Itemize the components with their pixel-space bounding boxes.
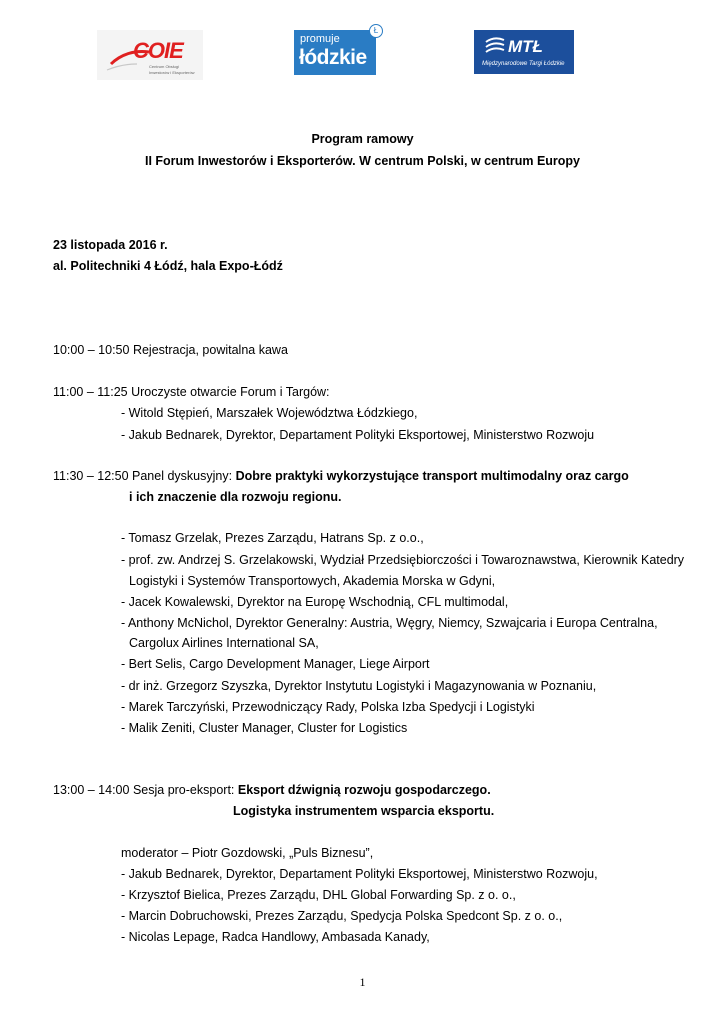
agenda-text: Rejestracja, powitalna kawa bbox=[132, 343, 288, 357]
list-item: - Marek Tarczyński, Przewodniczący Rady, Polska Izba Spedycji i Logistyki bbox=[121, 700, 535, 714]
agenda-label: Sesja pro-eksport: bbox=[132, 783, 235, 797]
agenda-topic-continued: Logistyka instrumentem wsparcia eksportu. bbox=[233, 804, 495, 818]
lodzkie-badge-text: Ł bbox=[373, 26, 379, 35]
page-title: Program ramowy bbox=[311, 132, 414, 146]
list-item: moderator – Piotr Gozdowski, „Puls Biznesu”, bbox=[121, 846, 374, 860]
agenda-text: Uroczyste otwarcie Forum i Targów: bbox=[131, 385, 330, 399]
list-item: - prof. zw. Andrzej S. Grzelakowski, Wydział Przedsiębiorczości i Towaroznawstwa, Kierownik Katedry bbox=[121, 553, 685, 567]
list-item: - dr inż. Grzegorz Szyszka, Dyrektor Instytutu Logistyki i Magazynowania w Poznaniu, bbox=[121, 679, 597, 693]
agenda-time: 13:00 – 14:00 bbox=[53, 783, 130, 797]
agenda-topic: Eksport dźwignią rozwoju gospodarczego. bbox=[237, 783, 491, 797]
agenda-item-session bbox=[53, 783, 491, 797]
list-item: - Marcin Dobruchowski, Prezes Zarządu, Spedycja Polska Spedcont Sp. z o. o., bbox=[121, 909, 563, 923]
agenda-item-panel bbox=[53, 469, 629, 483]
coie-logo-text: COIE bbox=[133, 38, 183, 63]
agenda-item-registration bbox=[53, 343, 288, 357]
list-item: - Malik Zeniti, Cluster Manager, Cluster for Logistics bbox=[121, 721, 408, 735]
list-item-continued: Logistyki i Systemów Transportowych, Akademia Morska w Gdyni, bbox=[129, 574, 496, 588]
agenda-time: 11:00 – 11:25 bbox=[53, 385, 128, 399]
mtl-logo-text: MTŁ bbox=[508, 37, 543, 56]
list-item: - Nicolas Lepage, Radca Handlowy, Ambasada Kanady, bbox=[121, 930, 430, 944]
coie-subtitle-2: Inwestorów i Eksporterów bbox=[149, 70, 195, 75]
mtl-logo-subtitle: Międzynarodowe Targi Łódzkie bbox=[482, 61, 565, 67]
lodzkie-logo bbox=[294, 30, 376, 75]
event-date: 23 listopada 2016 r. bbox=[53, 238, 168, 252]
agenda-topic: Dobre praktyki wykorzystujące transport multimodalny oraz cargo bbox=[235, 469, 629, 483]
page-number: 1 bbox=[359, 975, 366, 989]
agenda-label: Panel dyskusyjny: bbox=[132, 469, 233, 483]
list-item: - Anthony McNichol, Dyrektor Generalny: Austria, Węgry, Niemcy, Szwajcaria i Europa Centralna, bbox=[121, 616, 658, 630]
list-item-continued: Cargolux Airlines International SA, bbox=[129, 636, 319, 650]
list-item: - Jakub Bednarek, Dyrektor, Departament Polityki Eksportowej, Ministerstwo Rozwoju, bbox=[121, 867, 598, 881]
lodzkie-logo-big: łódzkie bbox=[299, 46, 367, 69]
list-item: - Witold Stępień, Marszałek Województwa Łódzkiego, bbox=[121, 406, 418, 420]
agenda-time: 11:30 – 12:50 bbox=[53, 469, 129, 483]
agenda-topic-continued: i ich znaczenie dla rozwoju regionu. bbox=[129, 490, 342, 504]
list-item: - Tomasz Grzelak, Prezes Zarządu, Hatrans Sp. z o.o., bbox=[121, 531, 424, 545]
agenda-time: 10:00 – 10:50 bbox=[53, 343, 130, 357]
agenda-item-opening bbox=[53, 385, 330, 399]
list-item: - Bert Selis, Cargo Development Manager, Liege Airport bbox=[121, 657, 430, 671]
list-item: - Krzysztof Bielica, Prezes Zarządu, DHL Global Forwarding Sp. z o. o., bbox=[121, 888, 516, 902]
lodzkie-logo-small: promuje bbox=[300, 33, 340, 45]
page-subtitle: II Forum Inwestorów i Eksporterów. W centrum Polski, w centrum Europy bbox=[144, 154, 581, 168]
lodzkie-badge-icon bbox=[369, 24, 383, 38]
mtl-logo bbox=[474, 30, 574, 74]
coie-subtitle-1: Centrum Obsługi bbox=[149, 64, 180, 69]
event-place: al. Politechniki 4 Łódź, hala Expo-Łódź bbox=[53, 259, 283, 273]
list-item: - Jakub Bednarek, Dyrektor, Departament Polityki Eksportowej, Ministerstwo Rozwoju bbox=[121, 428, 595, 442]
list-item: - Jacek Kowalewski, Dyrektor na Europę Wschodnią, CFL multimodal, bbox=[121, 595, 509, 609]
coie-logo bbox=[97, 30, 203, 80]
